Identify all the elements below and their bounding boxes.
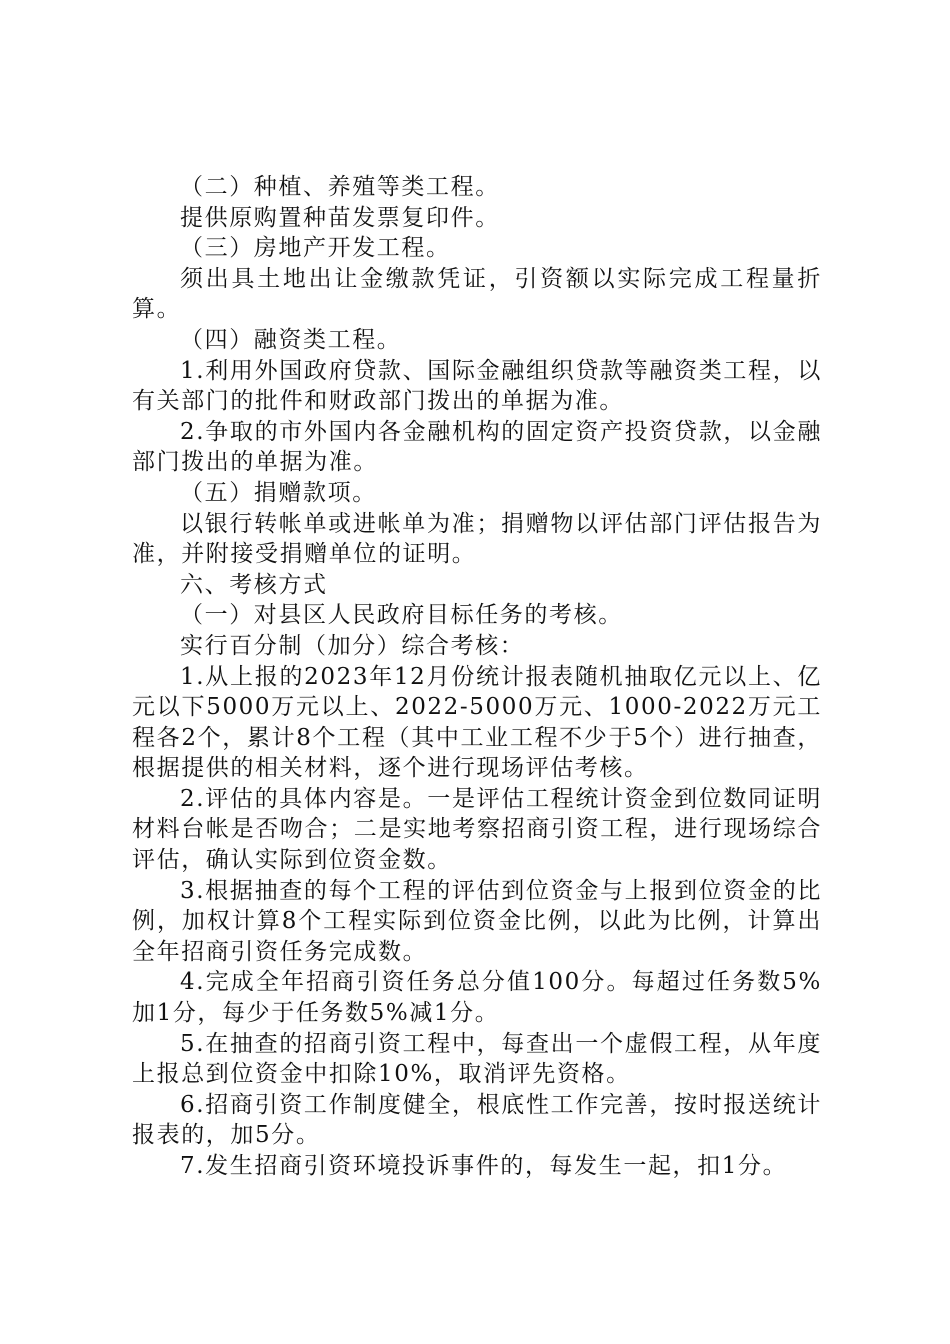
assessment-item-2: 2.评估的具体内容是。一是评估工程统计资金到位数同证明材料台帐是否吻合；二是实地考察招商引资工程，进行现场综合评估，确认实际到位资金数。 xyxy=(132,785,822,874)
document-body xyxy=(132,172,822,1182)
financing-item-2: 2.争取的市外国内各金融机构的固定资产投资贷款，以金融部门拨出的单据为准。 xyxy=(132,418,822,476)
paragraph-scoring-intro: 实行百分制（加分）综合考核： xyxy=(180,632,525,659)
paragraph-planting-requirement: 提供原购置种苗发票复印件。 xyxy=(180,204,500,231)
section-heading-planting: （二）种植、养殖等类工程。 xyxy=(180,174,500,200)
paragraph-real-estate-requirement: 须出具土地出让金缴款凭证，引资额以实际完成工程量折算。 xyxy=(132,265,822,323)
assessment-item-7: 7.发生招商引资环境投诉事件的，每发生一起，扣1分。 xyxy=(180,1153,788,1179)
section-heading-county-assessment: （一）对县区人民政府目标任务的考核。 xyxy=(180,602,623,629)
paragraph-donation-requirement: 以银行转帐单或进帐单为准；捐赠物以评估部门评估报告为准，并附接受捐赠单位的证明。 xyxy=(132,510,822,568)
section-heading-financing: （四）融资类工程。 xyxy=(180,326,402,353)
assessment-item-4: 4.完成全年招商引资任务总分值100分。每超过任务数5%加1分，每少于任务数5%减1分。 xyxy=(132,969,822,1027)
assessment-item-5: 5.在抽查的招商引资工程中，每查出一个虚假工程，从年度上报总到位资金中扣除10%，取消评先资格。 xyxy=(132,1030,822,1088)
financing-item-1: 1.利用外国政府贷款、国际金融组织贷款等融资类工程，以有关部门的批件和财政部门拨出的单据为准。 xyxy=(132,357,822,415)
section-heading-real-estate: （三）房地产开发工程。 xyxy=(180,235,451,262)
chapter-heading-assessment: 六、考核方式 xyxy=(180,571,328,598)
section-heading-donation: （五）捐赠款项。 xyxy=(180,479,377,506)
assessment-item-1: 1.从上报的2023年12月份统计报表随机抽取亿元以上、亿元以下5000万元以上、2022-5000万元、1000-2022万元工程各2个，累计8个工程（其中工业工程不少于5个）进行抽查，根据提供的相关材料，逐个进行现场评估考核。 xyxy=(132,663,822,782)
assessment-item-6: 6.招商引资工作制度健全，根底性工作完善，按时报送统计报表的，加5分。 xyxy=(132,1091,822,1149)
assessment-item-3: 3.根据抽查的每个工程的评估到位资金与上报到位资金的比例，加权计算8个工程实际到位资金比例，以此为比例，计算出全年招商引资任务完成数。 xyxy=(132,877,822,965)
